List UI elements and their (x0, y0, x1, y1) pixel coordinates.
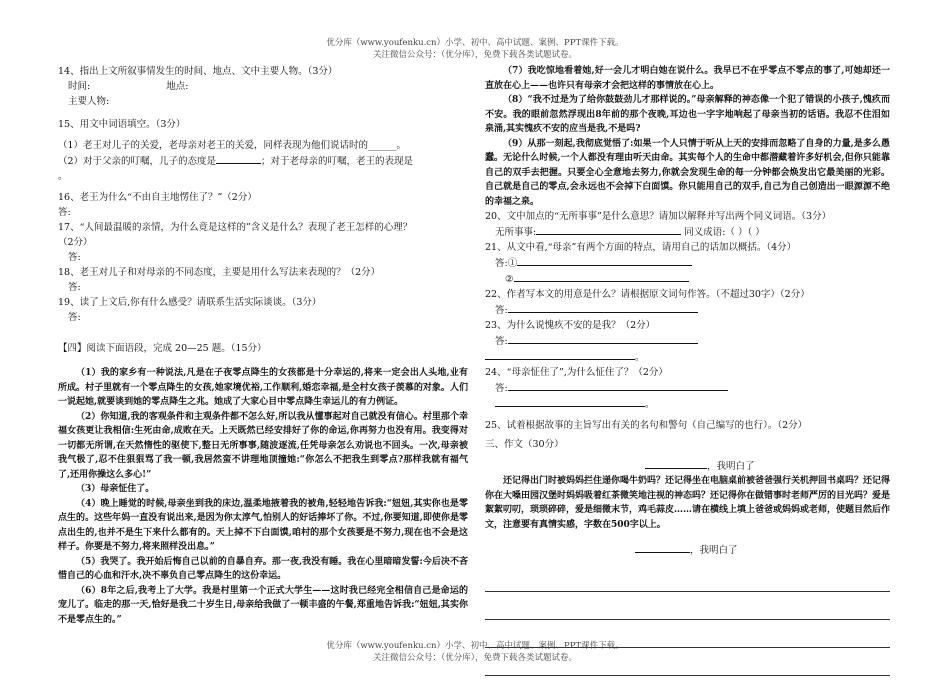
section-3-heading: 三、作文（30分） (485, 439, 564, 450)
q18-answer-label: 答: (68, 282, 81, 293)
essay-title-suffix: ，我明白了 (707, 461, 755, 472)
q15-2-end: 。 (58, 171, 68, 182)
page-header (0, 37, 950, 61)
answer-blank[interactable] (536, 224, 681, 235)
q20-answer-row (485, 224, 890, 240)
spacer (58, 109, 468, 117)
q15-2-text-b: ；对于老母亲的叮嘱，老王的表现是 (261, 156, 414, 167)
q15-2-text-a: （2）对于父亲的叮嘱，儿子的态度是 (58, 156, 217, 167)
question-15: 15、用文中词语填空。（3分） (58, 119, 186, 130)
answer-blank[interactable] (508, 333, 698, 344)
question-21: 21、从文中看,“母亲”有两个方面的特点，请用自己的话加以概括。（4分） (485, 242, 797, 253)
q24-answer (485, 380, 890, 396)
question-14: 14、指出上文所叙事情发生的时间、地点、文中主要人物。（3分） (58, 66, 338, 77)
passage-para-7: （7）我吃惊地看着她,好一会儿才明白她在说什么。我早已不在乎零点不零点的事了,可她却还一直放在心上——也许只有母亲才会把这样的事情放在心上。 (485, 66, 890, 91)
spacer (58, 325, 468, 341)
essay-prompt: 还记得出门时被妈妈拦住递你喝牛奶吗？还记得坐在电脑桌前被爸爸强行关机押回书桌吗？还记得你在大嗓田园汉堡时妈妈吸着红茶微笑地注视的神态吗？还记得你在做错事时老师严厉的目光吗？爱是絮絮叨叨，琐琐碎碎，爱是细微末节，鸡毛蒜皮……请在横线上填上爸爸或妈妈或老师，使题目然后作文，注意要有真情实感，字数在500字以上。 (485, 476, 891, 530)
passage-para-4: （4）晚上睡觉的时候,母亲坐到我的床边,温柔地掖着我的被角,轻轻地告诉我:“妞妞,其实你也是零点生的。这些年妈一直没有说出来,是因为你太淳气,怕别人的好话捧坏了你。不过,你要知道,即使你是零点出生的,也并不是生下来什么都有的。天上掉不下白面馍,咱村的那个女孩要是不努力,现在也不会是这样子。你要是不努力,将来照样没出息。” (58, 498, 468, 552)
spacer (485, 532, 890, 542)
right-column (485, 64, 890, 676)
question-17: 17、“人间最温暖的亲情，为什么竟是这样的”含义是什么？表现了老王怎样的心理？ (58, 222, 413, 233)
essay-title-1 (485, 458, 890, 474)
answer-blank[interactable] (495, 396, 645, 407)
spacer (58, 356, 468, 366)
footer-line-1: 优分库（www.youfenku.cn）小学、初中、高中试题、案例、PPT课件下载。 (326, 641, 624, 651)
answer-blank[interactable] (508, 380, 728, 391)
q23-answer-line-2: 。 (485, 349, 890, 365)
passage-para-3: （3）母亲怔住了。 (76, 484, 155, 494)
q22-answer-label: 答: (495, 305, 508, 316)
essay-title-suffix-2: ，我明白了 (690, 545, 738, 556)
q23-answer-label: 答: (495, 336, 508, 347)
question-25: 25、试着根据故事的主旨写出有关的名句和警句（自己编写的也行）。（2分） (485, 420, 808, 431)
header-line-1: 优分库（www.youfenku.cn）小学、初中、高中试题、案例、PPT课件下载。 (326, 38, 624, 48)
essay-title-2 (485, 542, 890, 558)
answer-blank[interactable] (508, 302, 698, 313)
header-line-2: 关注微信公众号：（优分库），免费下载各类试题试卷。 (372, 50, 577, 60)
question-23: 23、为什么说愧疚不安的是我？（2分） (485, 320, 656, 331)
q14-time-place (58, 79, 468, 94)
spacer (485, 558, 890, 590)
q19-answer-label: 答: (68, 312, 81, 323)
q24-answer-line-2: 。 (485, 396, 890, 412)
q21-answer-label-2: ② (505, 274, 514, 285)
passage-para-2: （2）你知道,我的客观条件和主观条件都不怎么好,所以我从懂事起对自己就没有信心。村里那个幸福女孩更让我相信:生死由命,成败在天。上天既然已经安排好了你的命运,你再努力也没有用。我变得对一切都无所谓,在天然惰性的驱使下,整日无所事事,随波逐流,任凭母亲怎么劝说也不回头。一次,母亲被我气极了,忍不住狠狠骂了我一顿,我居然蛮不讲理地顶撞她:“你怎么不把我生到零点?那样我就有福气了,还用你操这么多心!” (58, 411, 468, 480)
q14-people-label: 主要人物: (68, 96, 110, 107)
q24-answer-label: 答: (495, 383, 508, 394)
q21-answer-label: 答:① (495, 258, 518, 269)
question-24: 24、“母亲怔住了”,为什么怔住了？（2分） (485, 367, 668, 378)
question-20: 20、文中加点的“无所事事”是什么意思？请加以解释并写出两个同义词语。（3分） (485, 211, 832, 222)
passage-para-9: （9）从那一刻起,我彻底觉悟了:如果一个人只情于听从上天的安排而忽略了自身的力量,是多么愚蠢。无论什么时候,一个人都没有理由听天由命。其实每个人的生命中都潜藏着许多好机会,但你只能靠自己的双手去把握。只要全心全意地去努力,你就会发现生命的每一分钟都会焕发出它最美丽的光彩。自己就是自己的零点,会永远也不会掉下白面馍。你只能用自己的双手,自己为自己创造出一眼源源不绝的幸福之泉。 (485, 138, 890, 207)
question-19: 19、读了上文后,你有什么感受？请联系生活实际谈谈。（3分） (58, 297, 322, 308)
q20-synonym-label: 同义成语:（ ）（ ） (684, 227, 765, 238)
answer-blank[interactable] (517, 255, 692, 266)
question-15-1: （1）老王对儿子的关爱，老母亲对老王的关爱，同样表现为他们说话时的______。 (58, 140, 407, 151)
answer-blank[interactable] (485, 349, 635, 360)
q22-answer (485, 302, 890, 318)
question-15-2 (58, 153, 468, 169)
question-17-score: （2分） (58, 237, 93, 248)
answer-blank[interactable] (216, 153, 261, 164)
left-column (58, 64, 468, 627)
spacer (485, 592, 890, 618)
q21-answer-1 (485, 255, 890, 271)
footer-line-2: 关注微信公众号：（优分库），免费下载各类试题试卷。 (372, 653, 577, 663)
passage-para-8: （8）“我不过是为了给你鼓鼓劲儿才那样说的。”母亲解释的神态像一个犯了错误的小孩子,愧疚而不安。我的眼前忽然浮现出8年前的那个夜晚,耳边也一字字地响起了母亲当初的话语。我忍不住泪如泉涌,其实愧疚不安的应当是我,不是吗? (485, 95, 890, 134)
title-blank[interactable] (635, 542, 690, 553)
passage-para-1: （1）我的家乡有一种说法,凡是在子夜零点降生的女孩都是十分幸运的,将来一定会出人头地,业有所成。村子里就有一个零点降生的女孩,她家境优裕,工作顺利,婚恋幸福,是全村女孩子羡慕的对象。人们一说起她,就要谈到她的零点降生之兆。她成了大家心目中零点降生幸运儿的有力例证。 (58, 368, 468, 407)
question-22: 22、作者写本文的用意是什么？请根据原文词句作答。（不超过30字）（2分） (485, 289, 810, 300)
q20-meaning-label: 无所事事: (495, 227, 537, 238)
q21-answer-2 (485, 271, 890, 287)
answer-blank[interactable] (514, 271, 689, 282)
q17-answer-label: 答: (68, 252, 81, 263)
q14-time-label: 时间: (68, 81, 91, 92)
page-footer (0, 640, 950, 664)
section-4-heading: 【四】阅读下面语段，完成 20—25 题。（15分） (58, 343, 267, 354)
q23-answer (485, 333, 890, 349)
writing-line[interactable] (485, 674, 890, 676)
question-18: 18、老王对儿子和对母亲的不同态度，主要是用什么写法来表现的？（2分） (58, 267, 381, 278)
q14-place-label: 地点: (166, 81, 189, 92)
title-blank[interactable] (645, 458, 707, 469)
question-16: 16、老王为什么“不由自主地愣住了？”（2分） (58, 192, 257, 203)
passage-para-5: （5）我哭了。我开始后悔自己以前的自暴自弃。那一夜,我没有睡。我在心里暗暗发誓:今后决不吝惜自己的心血和汗水,决不辜负自己零点降生的这份幸运。 (58, 556, 468, 581)
passage-para-6: （6）8年之后,我考上了大学。我是村里第一个正式大学生——这时我已经完全相信自己是命运的宠儿了。临走的那一天,恰好是我二十岁生日,母亲给我做了一顿丰盛的午餐,郑重地告诉我:“妞妞,其实你不是零点生的。” (58, 585, 468, 625)
q16-answer-label: 答: (58, 207, 71, 218)
